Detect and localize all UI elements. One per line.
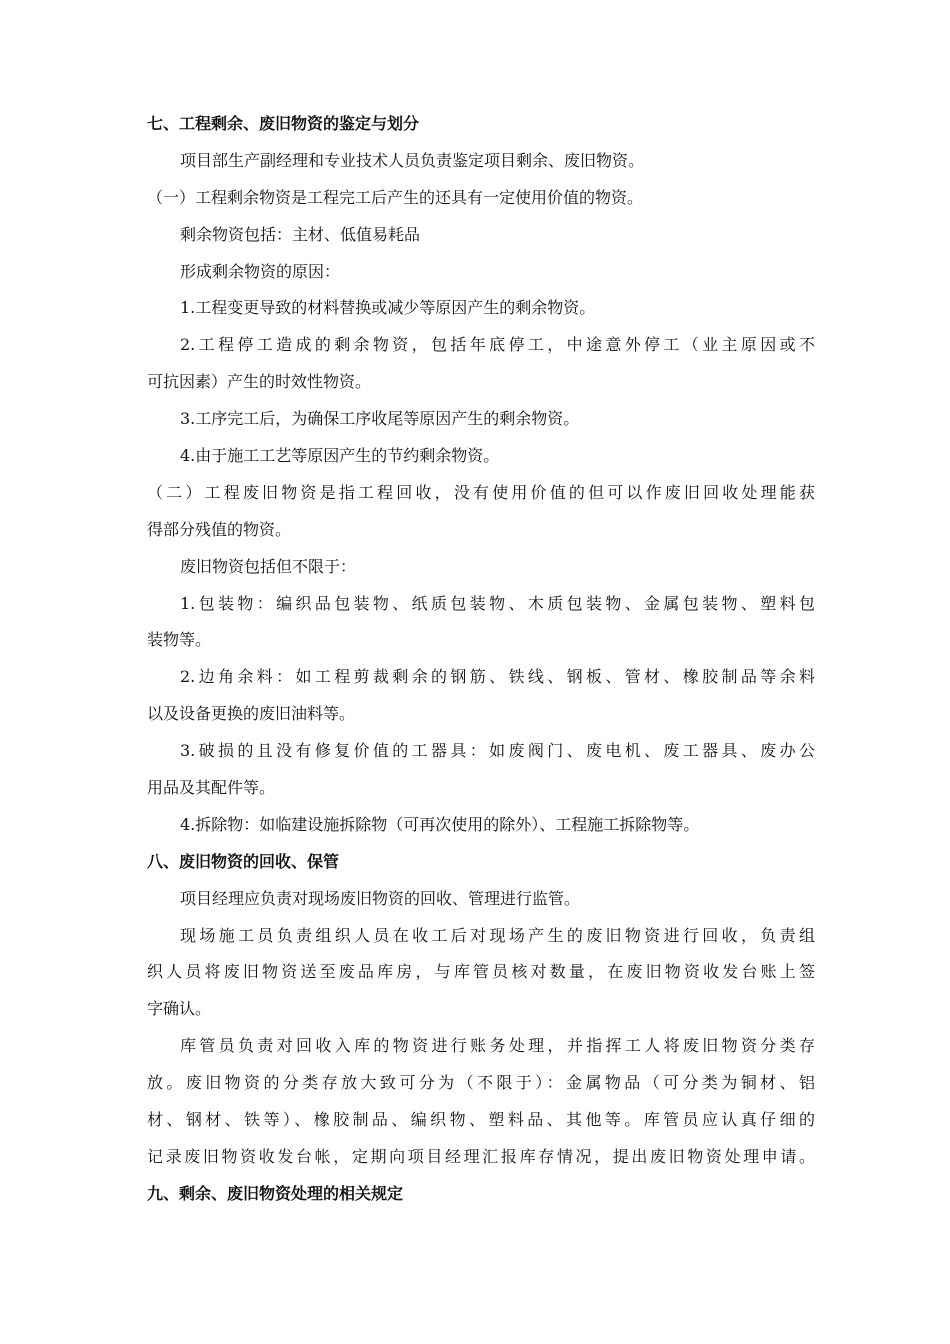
paragraph-line: 项目部生产副经理和专业技术人员负责鉴定项目剩余、废旧物资。 xyxy=(180,150,645,170)
paragraph-line: 得部分残值的物资。 xyxy=(147,519,292,539)
section-heading: 八、废旧物资的回收、保管 xyxy=(147,851,340,871)
paragraph-line: 记录废旧物资收发台帐，定期向项目经理汇报库存情况，提出废旧物资处理申请。 xyxy=(147,1146,815,1166)
paragraph-line: 用品及其配件等。 xyxy=(147,778,276,798)
paragraph-line: 库管员负责对回收入库的物资进行账务处理，并指挥工人将废旧物资分类存 xyxy=(180,1036,815,1056)
paragraph-line: 可抗因素）产生的时效性物资。 xyxy=(147,372,372,392)
paragraph-line: 3.破损的且没有修复价值的工器具：如废阀门、废电机、废工器具、废办公 xyxy=(180,741,815,761)
section-heading: 七、工程剩余、废旧物资的鉴定与划分 xyxy=(147,114,420,133)
paragraph-line: （一）工程剩余物资是工程完工后产生的还具有一定使用价值的物资。 xyxy=(147,187,644,207)
paragraph-line: 废旧物资包括但不限于： xyxy=(180,556,357,576)
paragraph-line: 以及设备更换的废旧油料等。 xyxy=(147,704,356,724)
paragraph-line: 4.由于施工工艺等原因产生的节约剩余物资。 xyxy=(180,446,500,466)
paragraph-line: 2.边角余料：如工程剪裁剩余的钢筋、铁线、钢板、管材、橡胶制品等余料 xyxy=(180,667,815,687)
paragraph-line: 材、钢材、铁等）、橡胶制品、编织物、塑料品、其他等。库管员应认真仔细的 xyxy=(147,1110,815,1130)
paragraph-line: 项目经理应负责对现场废旧物资的回收、管理进行监管。 xyxy=(180,888,581,908)
paragraph-line: 剩余物资包括：主材、低值易耗品 xyxy=(180,224,421,244)
paragraph-line: 现场施工员负责组织人员在收工后对现场产生的废旧物资进行回收，负责组 xyxy=(180,925,815,945)
paragraph-line: 放。废旧物资的分类存放大致可分为（不限于）：金属物品（可分类为铜材、铝 xyxy=(147,1073,815,1093)
paragraph-line: 形成剩余物资的原因： xyxy=(180,261,341,281)
paragraph-line: （二）工程废旧物资是指工程回收，没有使用价值的但可以作废旧回收处理能获 xyxy=(147,482,815,502)
paragraph-line: 2.工程停工造成的剩余物资，包括年底停工，中途意外停工（业主原因或不 xyxy=(180,335,815,355)
paragraph-line: 1.工程变更导致的材料替换或减少等原因产生的剩余物资。 xyxy=(180,298,596,318)
paragraph-line: 3.工序完工后，为确保工序收尾等原因产生的剩余物资。 xyxy=(180,409,580,429)
paragraph-line: 装物等。 xyxy=(147,630,212,650)
paragraph-line: 织人员将废旧物资送至废品库房，与库管员核对数量，在废旧物资收发台账上签 xyxy=(147,962,815,982)
paragraph-line: 4.拆除物：如临建设施拆除物（可再次使用的除外）、工程施工拆除物等。 xyxy=(180,814,700,834)
document-page xyxy=(147,106,815,1213)
paragraph-line: 1.包装物：编织品包装物、纸质包装物、木质包装物、金属包装物、塑料包 xyxy=(180,593,815,613)
paragraph-line: 字确认。 xyxy=(147,999,212,1019)
section-heading: 九、剩余、废旧物资处理的相关规定 xyxy=(147,1183,404,1203)
